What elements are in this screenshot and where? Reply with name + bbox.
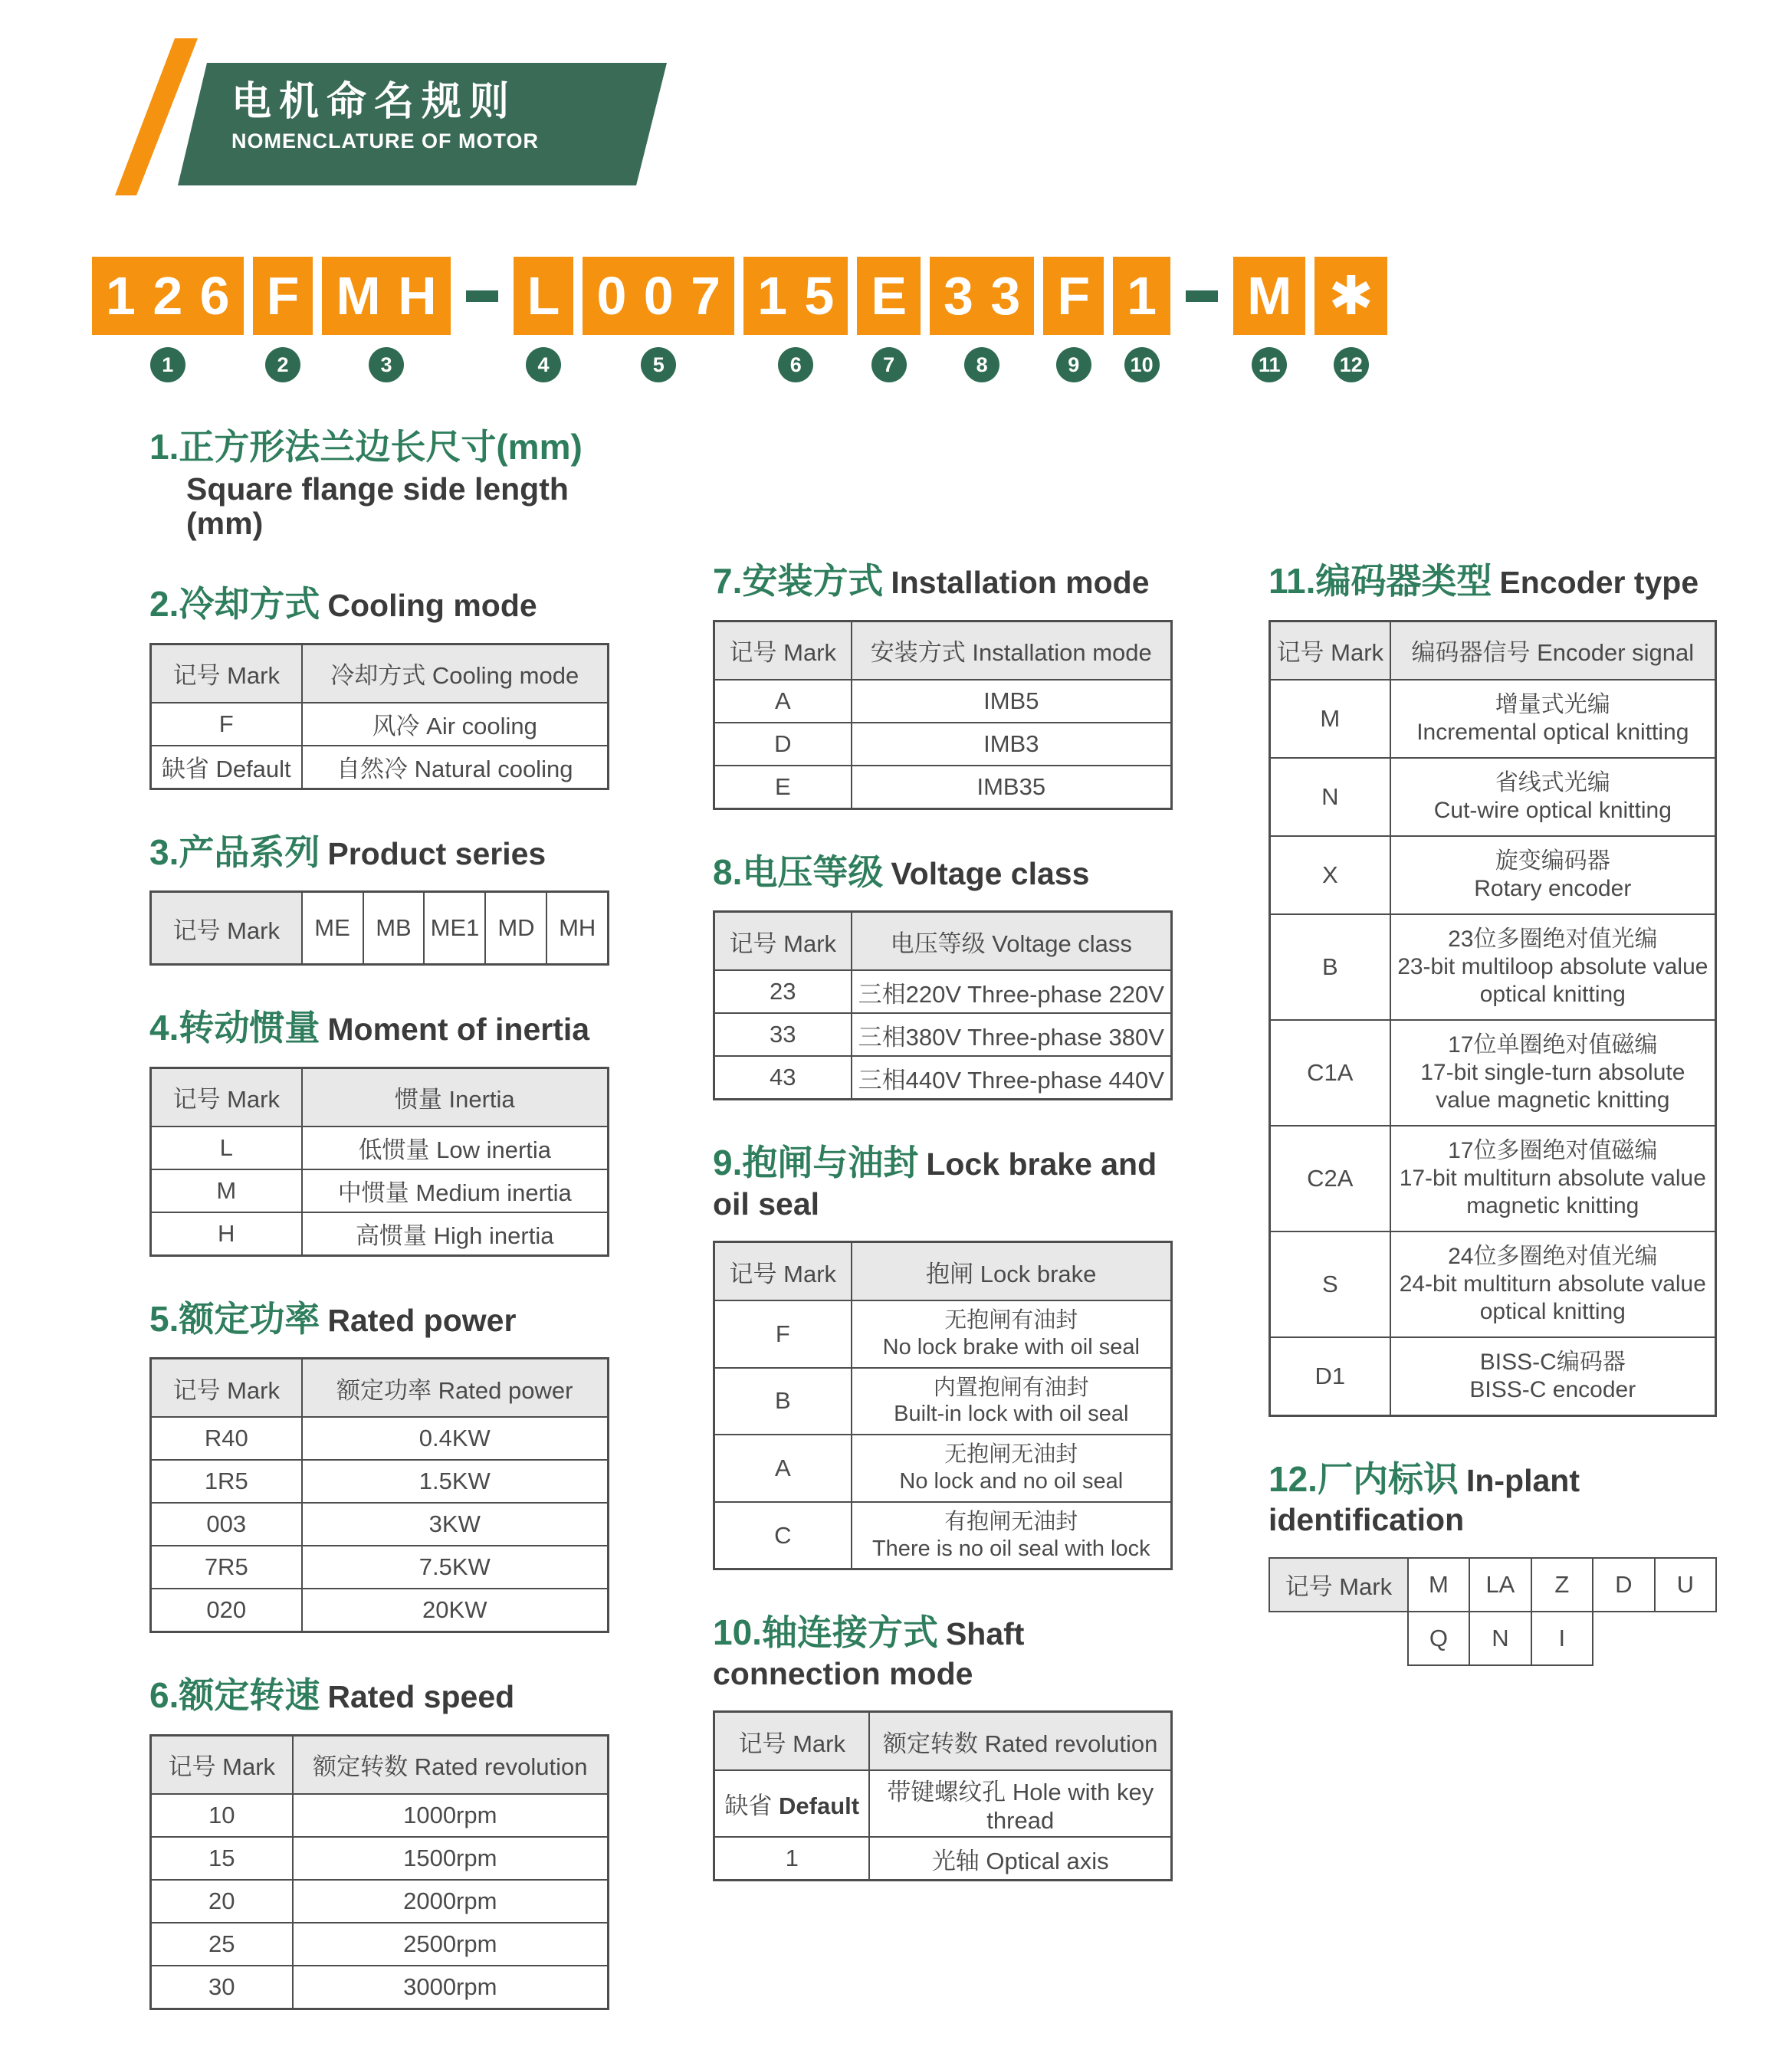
section-shaft-connection <box>713 1613 1173 1881</box>
rated-power-table <box>149 1357 609 1633</box>
section-title-zh: 1.正方形法兰边长尺寸(mm) <box>149 427 583 467</box>
table-row <box>1269 1612 1716 1665</box>
header-desc: 额定功率 Rated power <box>302 1359 609 1418</box>
cell-desc: IMB35 <box>852 766 1172 809</box>
code-separator-dash <box>1180 257 1224 335</box>
code-segment <box>1113 257 1174 382</box>
cell-desc-en: 24-bit multiturn absolute value optical knitting <box>1399 1271 1706 1324</box>
asterisk-icon: ✱ <box>1328 266 1391 326</box>
code-box <box>930 257 1038 335</box>
cell-desc: 自然冷 Natural cooling <box>302 746 609 789</box>
section-title <box>713 562 1173 602</box>
section-title-en: Product series <box>327 835 546 871</box>
section-title-zh: 2.冷却方式 <box>149 584 320 625</box>
table-row <box>714 1368 1172 1435</box>
section-title-en: Lock brake and oil seal <box>713 1146 1157 1222</box>
section-title <box>1269 1460 1717 1539</box>
cell-series: ME <box>302 892 363 965</box>
code-segment <box>743 257 852 382</box>
dash-icon <box>1186 290 1218 302</box>
table-row <box>151 1880 609 1923</box>
cell-desc <box>1390 1337 1716 1416</box>
cell-mark: N <box>1270 758 1390 836</box>
section-title-zh: 5.额定功率 <box>149 1298 320 1339</box>
cell-desc <box>1390 1020 1716 1126</box>
column-left <box>149 428 609 2053</box>
table-row <box>714 1502 1172 1569</box>
cell-mark: 43 <box>714 1056 852 1100</box>
section-title <box>149 1008 609 1048</box>
cell-desc: 中惯量 Medium inertia <box>302 1169 609 1212</box>
code-box <box>322 257 455 335</box>
section-encoder-type <box>1269 562 1717 1417</box>
code-segment <box>930 257 1038 382</box>
table-row <box>1270 1231 1716 1337</box>
cell-desc-zh: 17位单圈绝对值磁编 <box>1448 1031 1658 1058</box>
cell-desc-zh: 省线式光编 <box>1495 769 1610 795</box>
cell-mark: M <box>151 1169 302 1212</box>
cell-desc-en: BISS-C encoder <box>1469 1376 1636 1402</box>
section-title-en: Cooling mode <box>327 588 537 624</box>
section-title <box>713 1613 1173 1692</box>
code-segment <box>583 257 738 382</box>
cell-id: Q <box>1408 1612 1469 1665</box>
cell-desc <box>1390 836 1716 914</box>
section-title-zh: 3.产品系列 <box>149 831 320 872</box>
cell-desc-en: 17-bit single-turn absolute value magnetic knitting <box>1420 1059 1685 1113</box>
cell-desc: 3000rpm <box>293 1966 609 2009</box>
cell-mark: F <box>151 703 302 746</box>
cell-desc-en: Cut-wire optical knitting <box>1433 797 1672 823</box>
product-series-table <box>149 890 609 966</box>
table-header-row <box>714 621 1172 680</box>
section-title-en: Rated power <box>327 1302 517 1338</box>
code-box <box>1314 257 1391 335</box>
table-row <box>714 970 1172 1013</box>
section-voltage-class <box>713 853 1173 1101</box>
column-right <box>1269 562 1717 1709</box>
cell-id: Z <box>1531 1558 1593 1612</box>
segment-number-badge: 7 <box>871 347 907 382</box>
table-row <box>1270 914 1716 1020</box>
cell-series: ME1 <box>424 892 485 965</box>
table-row <box>151 1127 609 1169</box>
segment-number-badge: 11 <box>1252 347 1287 382</box>
code-segment <box>1043 257 1108 382</box>
cell-desc-en: Rotary encoder <box>1474 875 1632 901</box>
table-header-row <box>151 644 609 703</box>
cell-desc-zh: 23位多圈绝对值光编 <box>1448 926 1658 952</box>
cell-mark: C2A <box>1270 1126 1390 1231</box>
code-segment <box>1233 257 1309 382</box>
table-row <box>151 1212 609 1256</box>
section-title <box>149 585 609 625</box>
empty-cell <box>1269 1612 1408 1665</box>
table-row <box>714 680 1172 723</box>
table-row <box>714 1837 1172 1881</box>
header-mark: 记号 Mark <box>714 621 852 680</box>
cell-mark: E <box>714 766 852 809</box>
cell-desc: 1500rpm <box>293 1837 609 1880</box>
table-row <box>714 1056 1172 1100</box>
segment-number-badge: 4 <box>526 347 561 382</box>
segment-number-badge: 9 <box>1056 347 1091 382</box>
code-segment <box>253 257 317 382</box>
header-desc: 抱闸 Lock brake <box>852 1242 1172 1301</box>
section-in-plant-identification <box>1269 1460 1717 1666</box>
cell-desc-en: 23-bit multiloop absolute value optical knitting <box>1397 953 1708 1007</box>
cell-desc-en: Incremental optical knitting <box>1416 719 1689 745</box>
cell-desc-zh: 无抱闸无油封 <box>944 1442 1078 1468</box>
cell-series: MH <box>546 892 608 965</box>
header-mark: 记号 Mark <box>1270 621 1390 680</box>
cell-series: MB <box>363 892 425 965</box>
cell-id: LA <box>1469 1558 1531 1612</box>
header-desc: 冷却方式 Cooling mode <box>302 644 609 703</box>
section-rated-speed <box>149 1676 609 2010</box>
cell-desc: 带键螺纹孔 Hole with key thread <box>869 1770 1171 1837</box>
cell-mark-en: Default <box>779 1792 860 1820</box>
cell-id: M <box>1408 1558 1469 1612</box>
header-mark: 记号 Mark <box>1269 1558 1408 1612</box>
cell-desc-zh: 增量式光编 <box>1495 691 1610 717</box>
section-flange-size <box>149 428 609 542</box>
empty-cell <box>1593 1612 1654 1665</box>
section-title-en: Shaft connection mode <box>713 1616 1025 1691</box>
table-row <box>151 1460 609 1503</box>
cell-mark: A <box>714 1435 852 1502</box>
section-lock-brake-oil-seal <box>713 1143 1173 1570</box>
rated-speed-table <box>149 1734 609 2010</box>
cell-desc: 三相220V Three-phase 220V <box>852 970 1172 1013</box>
table-row <box>151 703 609 746</box>
cell-desc-en: No lock and no oil seal <box>899 1469 1124 1494</box>
voltage-class-table <box>713 910 1173 1100</box>
cell-desc-zh: 无抱闸有油封 <box>944 1308 1078 1333</box>
code-box <box>1043 257 1108 335</box>
segment-number-badge: 2 <box>265 347 300 382</box>
cell-id: N <box>1469 1612 1531 1665</box>
section-title-zh: 6.额定转速 <box>149 1675 320 1716</box>
cell-mark: 33 <box>714 1013 852 1056</box>
cell-desc-zh: 旋变编码器 <box>1495 848 1610 874</box>
cell-desc <box>852 1435 1172 1502</box>
cell-mark: S <box>1270 1231 1390 1337</box>
section-title-en: In-plant identification <box>1269 1462 1580 1538</box>
cell-mark-zh: 缺省 <box>724 1792 773 1820</box>
cell-id: I <box>1531 1612 1593 1665</box>
cell-desc-zh: 17位多圈绝对值磁编 <box>1448 1137 1658 1163</box>
code-segment <box>1314 257 1391 382</box>
code-box <box>857 257 924 335</box>
code-box-text: 15 <box>757 266 852 326</box>
section-cooling-mode <box>149 585 609 790</box>
cell-id: D <box>1593 1558 1654 1612</box>
banner-title-en: NOMENCLATURE OF MOTOR <box>231 129 539 152</box>
cell-mark: 30 <box>151 1966 293 2009</box>
cell-desc <box>852 1368 1172 1435</box>
cell-desc: 风冷 Air cooling <box>302 703 609 746</box>
table-row <box>151 1794 609 1837</box>
table-header-row <box>714 1242 1172 1301</box>
empty-cell <box>1655 1612 1716 1665</box>
cell-mark: 15 <box>151 1837 293 1880</box>
header-mark: 记号 Mark <box>151 1735 293 1794</box>
section-title-zh: 4.转动惯量 <box>149 1008 320 1048</box>
cell-mark: 1R5 <box>151 1460 302 1503</box>
cell-desc: 三相380V Three-phase 380V <box>852 1013 1172 1056</box>
cell-mark: 20 <box>151 1880 293 1923</box>
table-row <box>714 723 1172 766</box>
cell-desc <box>1390 758 1716 836</box>
cell-desc: 7.5KW <box>302 1546 609 1589</box>
cell-mark: B <box>714 1368 852 1435</box>
cell-desc <box>1390 680 1716 758</box>
section-title-zh: 7.安装方式 <box>713 561 884 601</box>
section-product-series <box>149 833 609 966</box>
cell-desc: 三相440V Three-phase 440V <box>852 1056 1172 1100</box>
column-middle <box>713 562 1173 1924</box>
segment-number-badge: 3 <box>369 347 404 382</box>
table-row <box>714 1300 1172 1368</box>
installation-mode-table <box>713 620 1173 810</box>
segment-number-badge: 12 <box>1334 347 1369 382</box>
cell-mark: 10 <box>151 1794 293 1837</box>
section-title-en: Encoder type <box>1499 565 1699 600</box>
cell-desc: 高惯量 High inertia <box>302 1212 609 1256</box>
segment-number-badge: 5 <box>641 347 676 382</box>
table-row <box>1270 1126 1716 1231</box>
cell-id: U <box>1655 1558 1716 1612</box>
cell-desc: IMB5 <box>852 680 1172 723</box>
header-desc: 编码器信号 Encoder signal <box>1390 621 1716 680</box>
table-row <box>1270 680 1716 758</box>
cell-mark: M <box>1270 680 1390 758</box>
table-row <box>1270 1020 1716 1126</box>
lock-brake-table <box>713 1241 1173 1570</box>
section-title-zh: 10.轴连接方式 <box>713 1612 938 1653</box>
table-row <box>1270 836 1716 914</box>
table-row <box>151 1546 609 1589</box>
table-row <box>151 1837 609 1880</box>
cell-mark: F <box>714 1300 852 1368</box>
cell-desc-en: There is no oil seal with lock <box>871 1536 1150 1561</box>
section-title <box>713 853 1173 893</box>
code-box-text: E <box>871 266 924 326</box>
table-row <box>714 1770 1172 1837</box>
code-segment <box>857 257 924 382</box>
table-row <box>714 1435 1172 1502</box>
section-title-zh: 12.厂内标识 <box>1269 1458 1459 1499</box>
dash-icon <box>466 290 498 302</box>
cell-desc: 20KW <box>302 1589 609 1632</box>
table-row <box>151 892 609 965</box>
header-mark: 记号 Mark <box>151 1067 302 1127</box>
table-row <box>1270 1337 1716 1416</box>
page-banner <box>115 31 713 199</box>
cell-series: MD <box>485 892 546 965</box>
section-rated-power <box>149 1300 609 1634</box>
table-row <box>151 1966 609 2009</box>
cell-desc <box>1390 1126 1716 1231</box>
code-box-text: F <box>266 266 317 326</box>
code-box-text: 126 <box>106 266 247 326</box>
cell-desc-zh: BISS-C编码器 <box>1479 1349 1626 1375</box>
code-segment <box>514 257 577 382</box>
section-moment-of-inertia <box>149 1008 609 1257</box>
section-title-zh: 9.抱闸与油封 <box>713 1143 919 1183</box>
segment-number-badge: 8 <box>964 347 999 382</box>
cell-desc: 3KW <box>302 1503 609 1546</box>
cell-mark: 020 <box>151 1589 302 1632</box>
segment-number-badge: 10 <box>1124 347 1160 382</box>
cell-mark: 23 <box>714 970 852 1013</box>
section-title-zh: 11.编码器类型 <box>1269 561 1492 601</box>
code-box <box>253 257 317 335</box>
header-mark: 记号 Mark <box>151 892 302 965</box>
section-title-en: Moment of inertia <box>327 1012 590 1048</box>
segment-number-badge: 1 <box>150 347 185 382</box>
section-installation-mode <box>713 562 1173 810</box>
section-title-en: Voltage class <box>891 855 1090 891</box>
table-row <box>151 1169 609 1212</box>
table-row <box>151 1417 609 1460</box>
cell-desc <box>1390 914 1716 1020</box>
table-row <box>151 746 609 789</box>
header-desc: 安装方式 Installation mode <box>852 621 1172 680</box>
table-header-row <box>151 1359 609 1418</box>
cell-mark: D <box>714 723 852 766</box>
cell-mark: D1 <box>1270 1337 1390 1416</box>
banner-title-zh: 电机命名规则 <box>231 80 517 124</box>
header-mark: 记号 Mark <box>151 644 302 703</box>
cell-mark <box>714 1770 870 1837</box>
header-desc: 电压等级 Voltage class <box>852 912 1172 971</box>
section-title-zh: 8.电压等级 <box>713 851 884 892</box>
cooling-mode-table <box>149 643 609 790</box>
cell-mark: H <box>151 1212 302 1256</box>
code-box-text: M <box>1247 266 1309 326</box>
cell-desc-en: Built-in lock with oil seal <box>894 1402 1129 1427</box>
code-box-text: 1 <box>1127 266 1174 326</box>
model-code-row <box>92 257 1391 382</box>
section-title <box>1269 562 1717 602</box>
cell-desc: 光轴 Optical axis <box>869 1837 1171 1881</box>
table-row <box>151 1923 609 1966</box>
encoder-type-table <box>1269 620 1717 1417</box>
code-segment <box>92 257 247 382</box>
code-box-text: L <box>527 266 577 326</box>
cell-desc: 0.4KW <box>302 1417 609 1460</box>
table-row <box>1270 758 1716 836</box>
section-title <box>149 1300 609 1340</box>
table-header-row <box>151 1735 609 1794</box>
cell-mark: 25 <box>151 1923 293 1966</box>
cell-desc-zh: 24位多圈绝对值光编 <box>1448 1243 1658 1269</box>
table-row <box>151 1503 609 1546</box>
header-desc: 额定转数 Rated revolution <box>869 1712 1171 1771</box>
code-box <box>514 257 577 335</box>
cell-mark: R40 <box>151 1417 302 1460</box>
section-title-en: Installation mode <box>891 565 1150 600</box>
code-box-text: MH <box>336 266 455 326</box>
table-header-row <box>714 1712 1172 1771</box>
code-segment <box>322 257 455 382</box>
cell-desc: 1000rpm <box>293 1794 609 1837</box>
code-box <box>1233 257 1309 335</box>
cell-mark: X <box>1270 836 1390 914</box>
cell-desc-zh: 有抱闸无油封 <box>944 1509 1078 1534</box>
table-header-row <box>714 912 1172 971</box>
cell-desc: IMB3 <box>852 723 1172 766</box>
cell-desc <box>852 1502 1172 1569</box>
cell-mark: A <box>714 680 852 723</box>
table-row <box>1269 1558 1716 1612</box>
code-box-text: 007 <box>596 266 738 326</box>
header-mark: 记号 Mark <box>151 1359 302 1418</box>
inertia-table <box>149 1067 609 1257</box>
section-title-en: Square flange side length (mm) <box>186 471 569 542</box>
cell-desc <box>1390 1231 1716 1337</box>
cell-mark: 7R5 <box>151 1546 302 1589</box>
code-separator-dash <box>460 257 504 335</box>
cell-desc: 2500rpm <box>293 1923 609 1966</box>
header-mark: 记号 Mark <box>714 912 852 971</box>
cell-desc <box>852 1300 1172 1368</box>
cell-desc: 低惯量 Low inertia <box>302 1127 609 1169</box>
cell-mark: L <box>151 1127 302 1169</box>
section-title <box>149 1676 609 1716</box>
cell-desc: 1.5KW <box>302 1460 609 1503</box>
banner-text <box>231 81 539 153</box>
cell-mark: 缺省 Default <box>151 746 302 789</box>
table-row <box>151 1589 609 1632</box>
shaft-connection-table <box>713 1710 1173 1881</box>
section-title <box>149 428 609 542</box>
cell-mark: C <box>714 1502 852 1569</box>
code-box <box>92 257 247 335</box>
cell-desc-en: No lock brake with oil seal <box>882 1334 1140 1359</box>
code-box <box>1113 257 1174 335</box>
section-title <box>149 833 609 873</box>
cell-mark: C1A <box>1270 1020 1390 1126</box>
cell-desc-en: 17-bit multiturn absolute value magnetic knitting <box>1399 1165 1706 1218</box>
code-box-text: F <box>1057 266 1108 326</box>
header-mark: 记号 Mark <box>714 1712 870 1771</box>
cell-desc: 2000rpm <box>293 1880 609 1923</box>
code-box <box>583 257 738 335</box>
section-title-en: Rated speed <box>327 1679 515 1715</box>
header-desc: 惯量 Inertia <box>302 1067 609 1127</box>
segment-number-badge: 6 <box>778 347 813 382</box>
table-header-row <box>151 1067 609 1127</box>
in-plant-id-table <box>1269 1557 1717 1666</box>
cell-mark: B <box>1270 914 1390 1020</box>
header-desc: 额定转数 Rated revolution <box>293 1735 609 1794</box>
table-row <box>714 766 1172 809</box>
code-box <box>743 257 852 335</box>
header-mark: 记号 Mark <box>714 1242 852 1301</box>
cell-mark: 003 <box>151 1503 302 1546</box>
table-header-row <box>1270 621 1716 680</box>
cell-mark: 1 <box>714 1837 870 1881</box>
cell-desc-zh: 内置抱闸有油封 <box>933 1375 1089 1400</box>
table-row <box>714 1013 1172 1056</box>
section-title <box>713 1143 1173 1222</box>
code-box-text: 33 <box>944 266 1038 326</box>
